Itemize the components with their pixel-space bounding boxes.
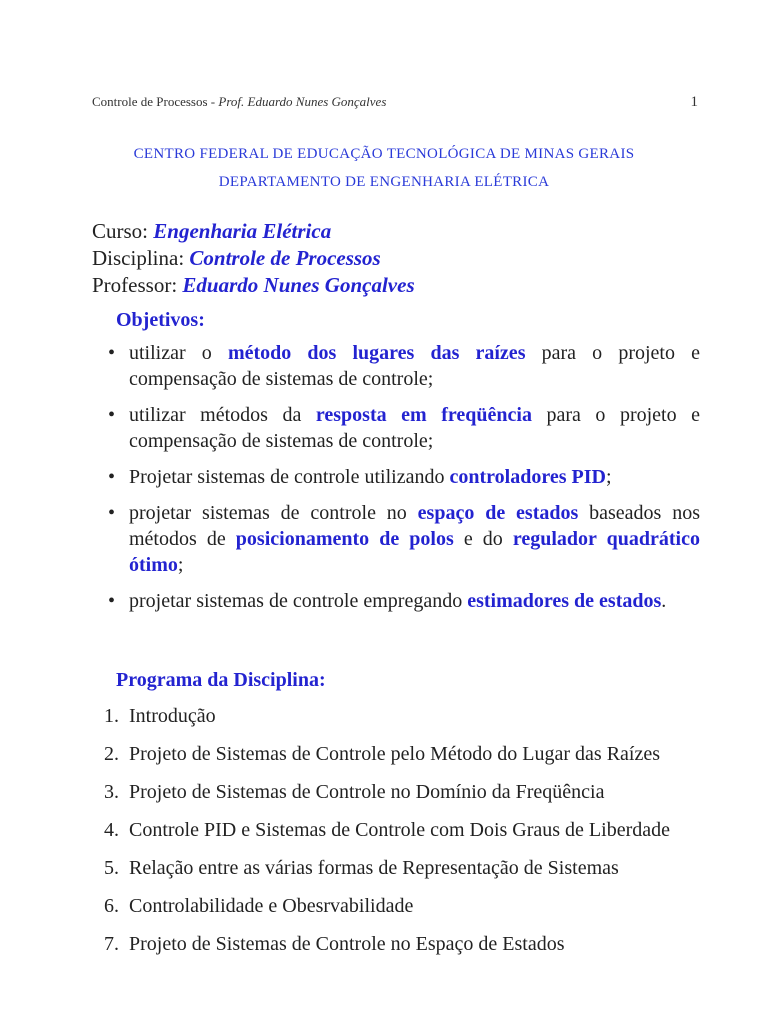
- page-number: 1: [690, 94, 698, 110]
- highlight-term: controladores PID: [449, 466, 606, 488]
- curso-value: Engenharia Elétrica: [153, 219, 332, 243]
- institution-name: CENTRO FEDERAL DE EDUCAÇÃO TECNOLÓGICA DE MINAS GERAIS: [133, 146, 635, 162]
- list-item: 3. Projeto de Sistemas de Controle no Domínio da Freqüência: [104, 781, 605, 803]
- highlight-term: resposta em freqüência: [315, 404, 532, 426]
- objetivos-title: Objetivos:: [116, 309, 205, 331]
- list-item: • utilizar métodos da resposta em freqüência para o projeto e compensação de sistemas de controle;: [108, 404, 700, 452]
- list-item: 2. Projeto de Sistemas de Controle pelo Método do Lugar das Raízes: [104, 743, 661, 765]
- list-item: 5. Relação entre as várias formas de Representação de Sistemas: [104, 857, 619, 879]
- list-item: 6. Controlabilidade e Obesrvabilidade: [104, 895, 414, 917]
- highlight-term: regulador quadrático ótimo: [129, 528, 700, 576]
- list-item: • projetar sistemas de controle empregando estimadores de estados.: [108, 590, 667, 612]
- list-item: • utilizar o método dos lugares das raízes para o projeto e compensação de sistemas de controle;: [108, 342, 701, 390]
- header-author: Prof. Eduardo Nunes Gonçalves: [218, 94, 387, 109]
- highlight-term: espaço de estados: [417, 502, 579, 524]
- programa-title: Programa da Disciplina:: [116, 669, 326, 691]
- list-item: 7. Projeto de Sistemas de Controle no Espaço de Estados: [104, 933, 565, 955]
- disciplina-label: Disciplina:: [92, 246, 185, 270]
- professor-value: Eduardo Nunes Gonçalves: [182, 273, 415, 297]
- header-course: Controle de Processos -: [92, 94, 219, 109]
- bullet-icon: •: [108, 404, 116, 426]
- list-item: • projetar sistemas de controle no espaço de estados baseados nos métodos de posicionamento de polos e do regulador quadrático ótimo;: [108, 502, 700, 576]
- highlight-term: método dos lugares das raízes: [227, 342, 526, 364]
- professor-line: [92, 273, 415, 298]
- disciplina-value: Controle de Processos: [189, 246, 381, 270]
- list-item: 1. Introdução: [104, 705, 216, 727]
- professor-label: Professor:: [92, 273, 178, 297]
- highlight-term: estimadores de estados: [467, 590, 662, 612]
- list-item: • Projetar sistemas de controle utilizando controladores PID;: [108, 466, 612, 488]
- list-item: 4. Controle PID e Sistemas de Controle com Dois Graus de Liberdade: [104, 819, 670, 841]
- curso-label: Curso:: [92, 219, 149, 243]
- programa-list: [100, 703, 700, 969]
- bullet-icon: •: [108, 342, 116, 364]
- department-name: DEPARTAMENTO DE ENGENHARIA ELÉTRICA: [218, 174, 550, 190]
- curso-line: [92, 219, 331, 244]
- bullet-icon: •: [108, 590, 116, 612]
- objetivos-list: [108, 340, 700, 624]
- highlight-term: posicionamento de polos: [235, 528, 454, 550]
- bullet-icon: •: [108, 466, 116, 488]
- bullet-icon: •: [108, 502, 116, 524]
- running-header: [92, 94, 698, 110]
- disciplina-line: [92, 246, 381, 271]
